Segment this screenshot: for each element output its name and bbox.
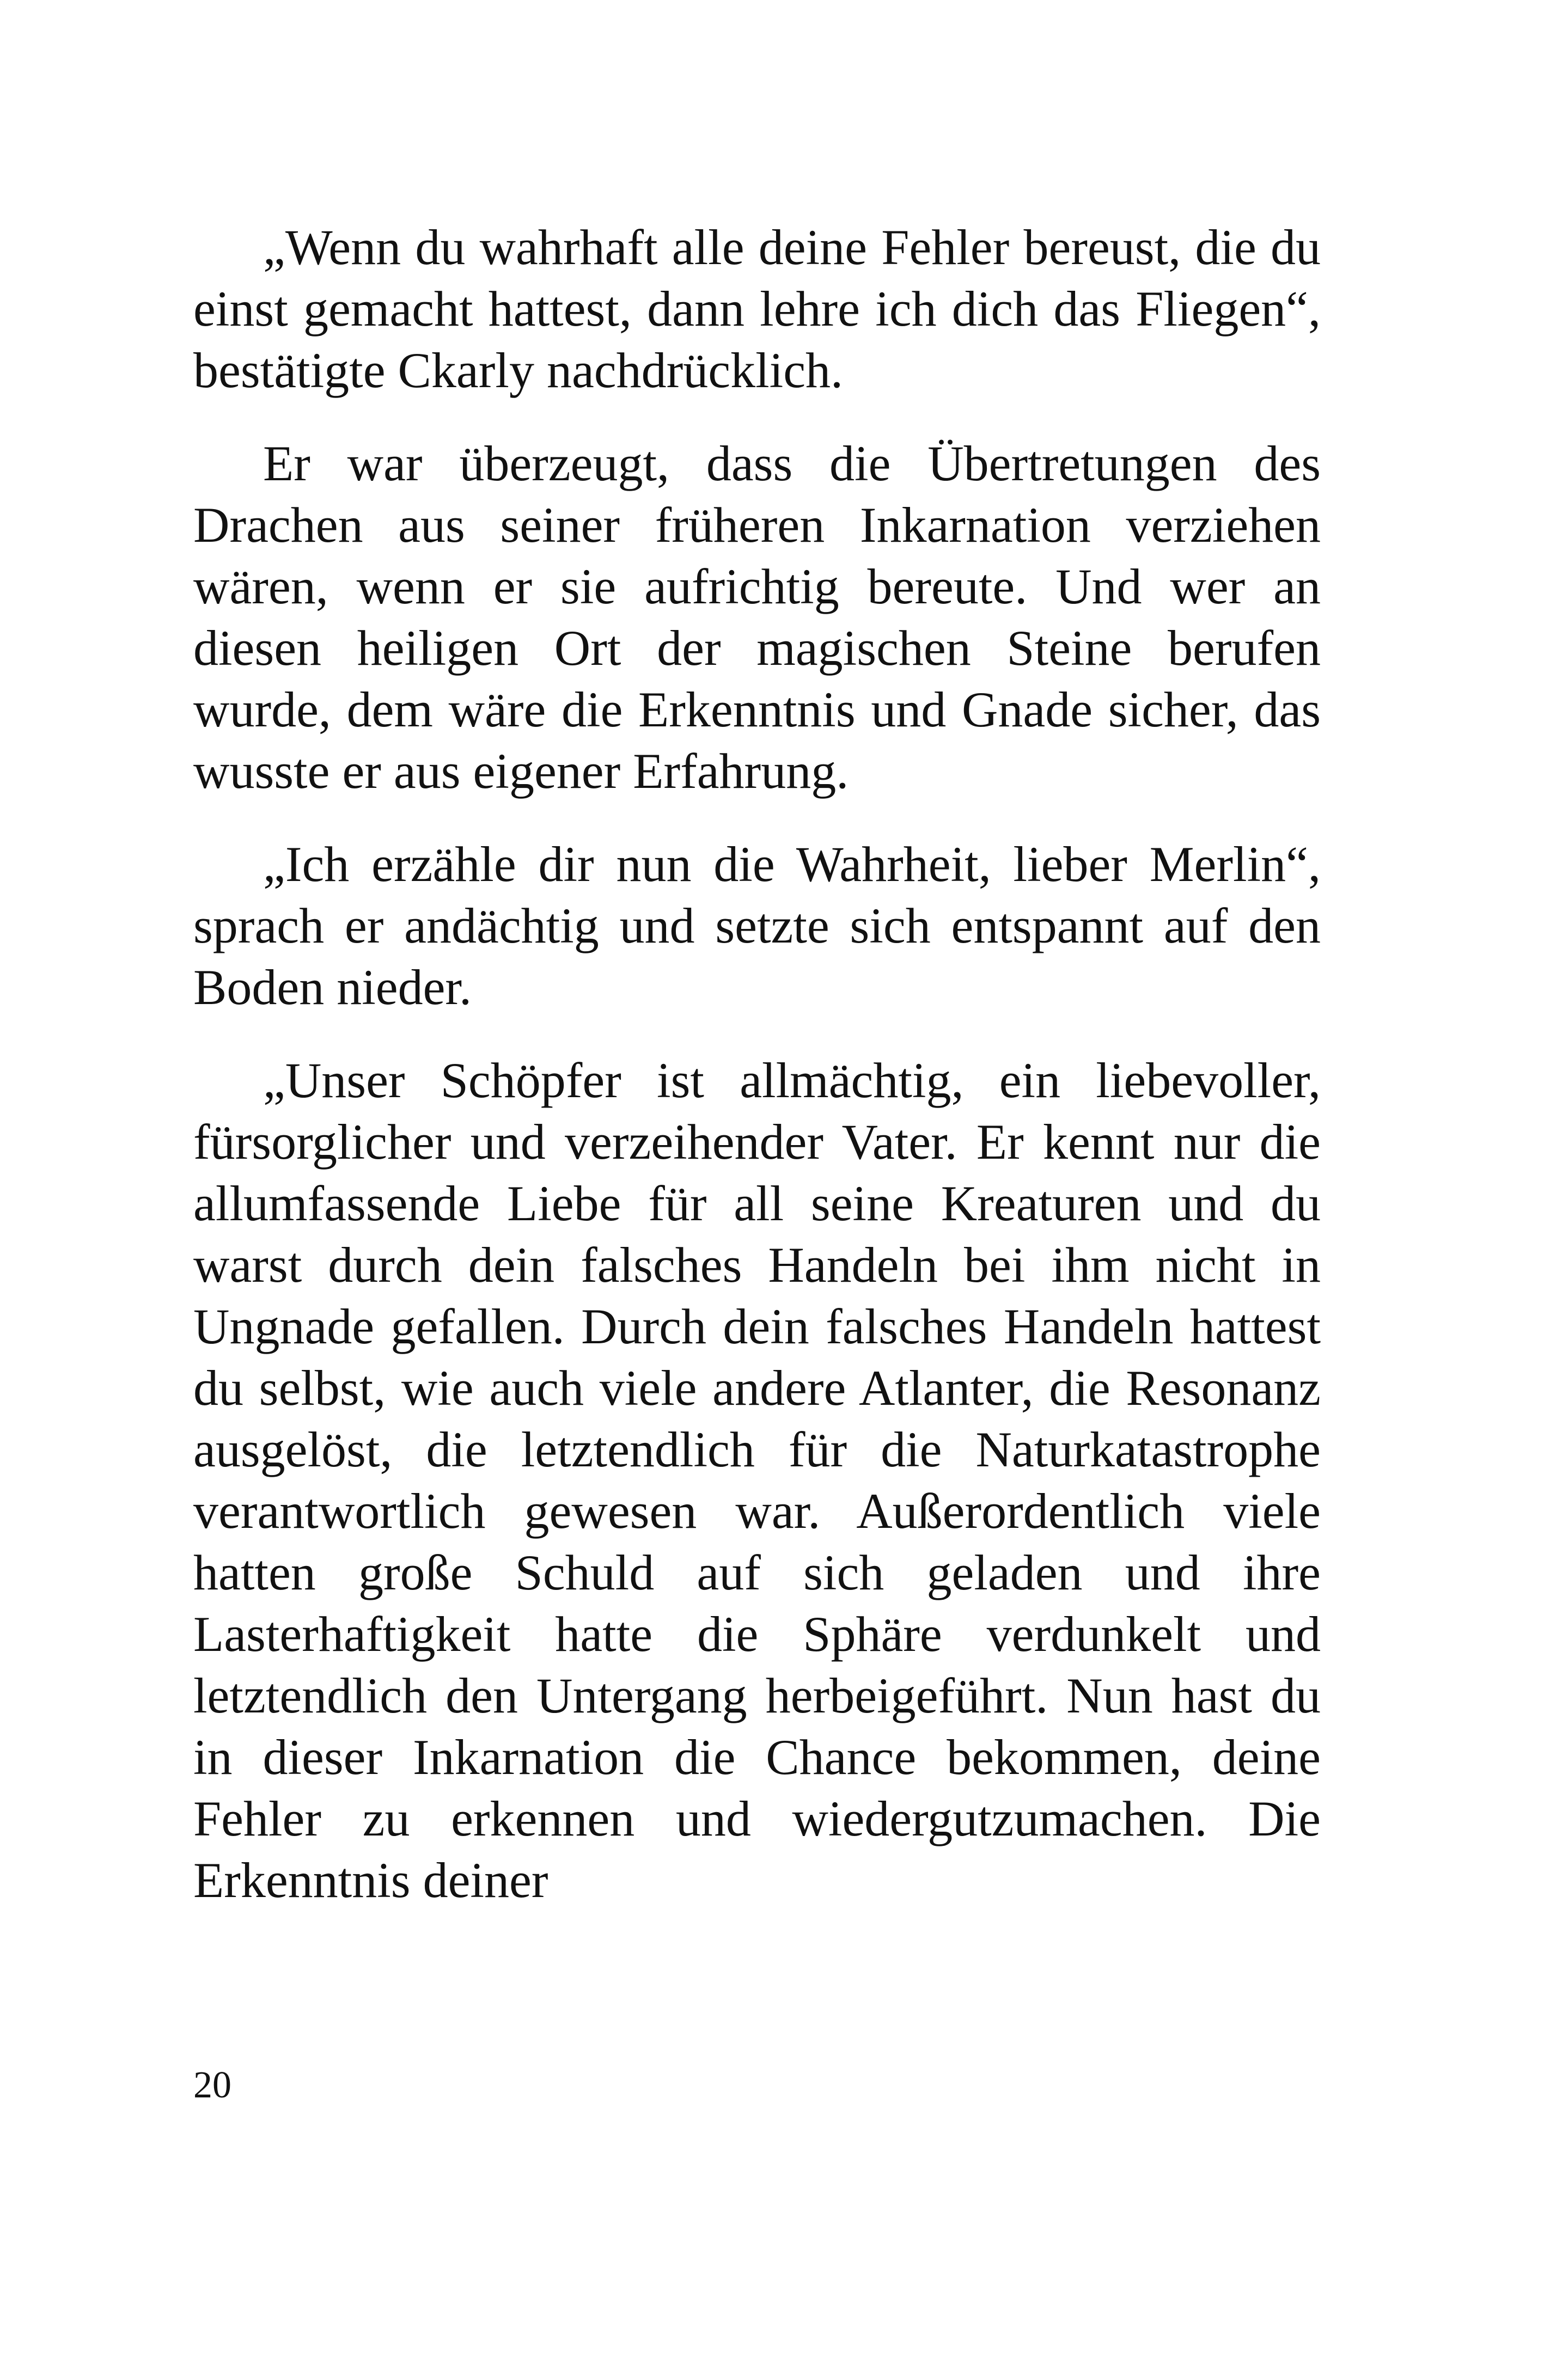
paragraph-3: „Ich erzähle dir nun die Wahrheit, lieber Merlin“, sprach er andächtig und setzte sich entspannt auf den Boden nieder. <box>193 836 1321 1015</box>
paragraph-1: „Wenn du wahrhaft alle deine Fehler bereust, die du einst gemacht hattest, dann lehre ich dich das Fliegen“, bestätigte Ckarly nachdrücklich. <box>193 219 1321 398</box>
page-number: 20 <box>193 2064 231 2106</box>
paragraph-2: Er war überzeugt, dass die Übertretungen des Drachen aus seiner früheren Inkarnation verziehen wären, wenn er sie aufrichtig bereute. Und wer an diesen heiligen Ort der magischen Steine berufen wurde, dem wäre die Erkenntnis und Gnade sicher, das wusste er aus eigener Erfahrung. <box>193 436 1321 799</box>
book-page-body <box>193 217 1321 1911</box>
paragraph-4: „Unser Schöpfer ist allmächtig, ein liebevoller, fürsorglicher und verzeihender Vater. Er kennt nur die allumfassende Liebe für all seine Kreaturen und du warst durch dein falsches Handeln bei ihm nicht in Ungnade gefallen. Durch dein falsches Handeln hattest du selbst, wie auch viele andere Atlanter, die Resonanz ausgelöst, die letztendlich für die Naturkatastrophe verantwortlich gewesen war. Außerordentlich viele hatten große Schuld auf sich geladen und ihre Lasterhaftigkeit hatte die Sphäre verdunkelt und letztendlich den Untergang herbeigeführt. Nun hast du in dieser Inkarnation die Chance bekommen, deine Fehler zu erkennen und wiedergutzumachen. Die Erkenntnis deiner <box>193 1053 1321 1908</box>
